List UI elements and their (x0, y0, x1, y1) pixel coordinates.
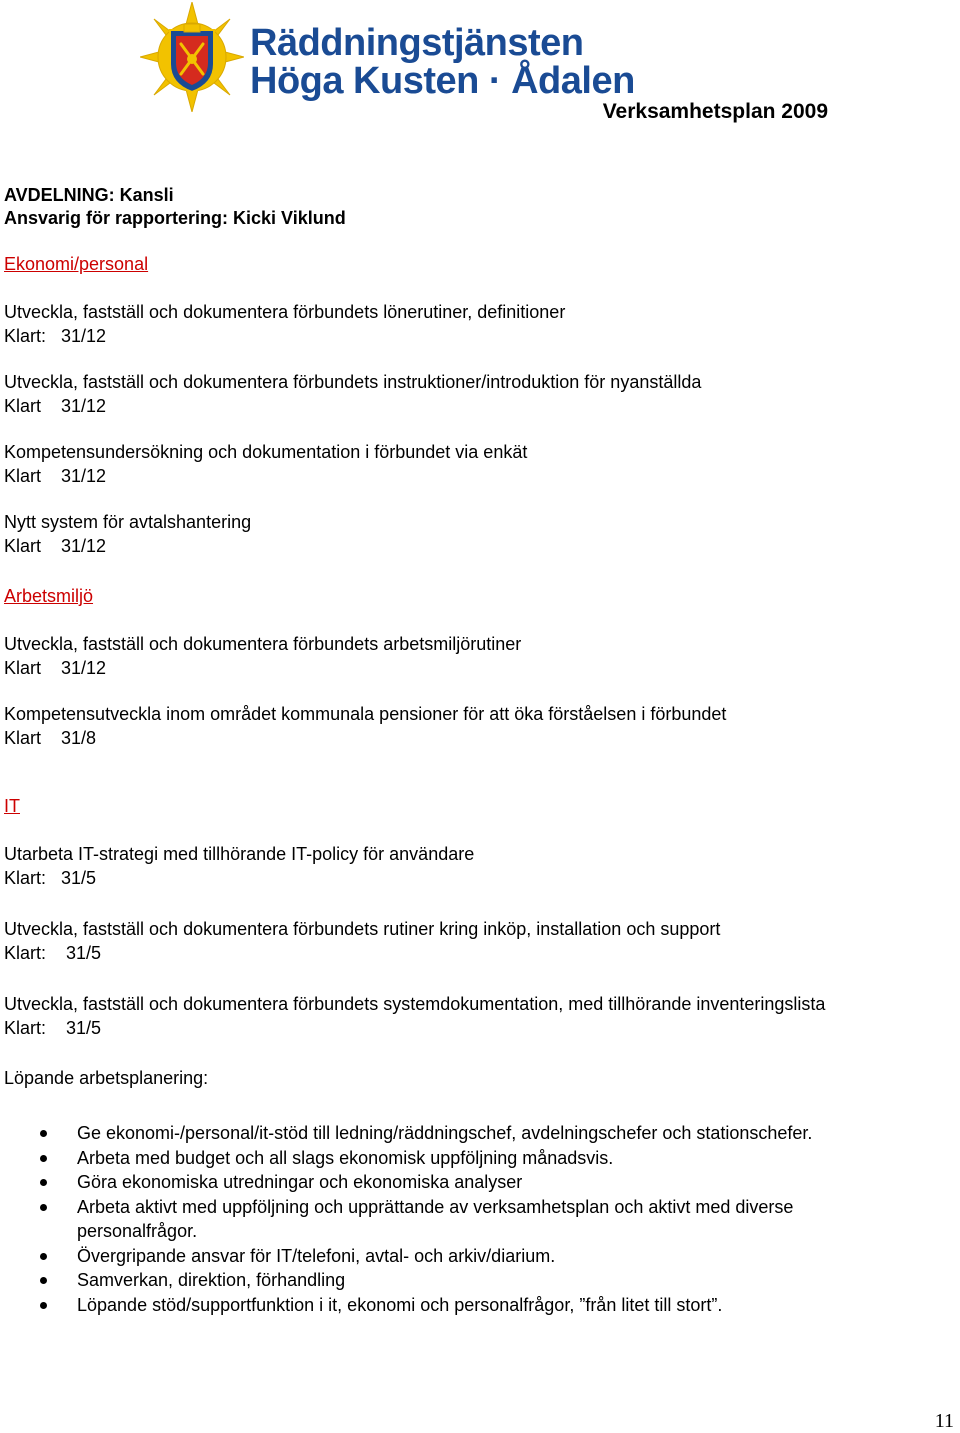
task-item (4, 440, 527, 488)
task-text: Nytt system för avtalshantering (4, 512, 252, 532)
section-title-it: IT (4, 796, 20, 816)
task-text: Utarbeta IT-strategi med tillhörande IT-policy för användare (4, 844, 475, 864)
task-status: Klart 31/12 (4, 658, 107, 678)
list-item-text: Arbeta med budget och all slags ekonomisk uppföljning månadsvis. (77, 1147, 614, 1168)
list-item-text: Ge ekonomi-/personal/it-stöd till ledning/räddningschef, avdelningschefer och stationschefer. (77, 1123, 813, 1143)
task-status: Klart: 31/5 (4, 1018, 102, 1038)
task-item (4, 510, 251, 558)
bullet-icon (40, 1253, 47, 1260)
task-status: Klart: 31/5 (4, 868, 97, 888)
list-item (0, 1121, 900, 1146)
list-item-text: Övergripande ansvar för IT/telefoni, avtal- och arkiv/diarium. (77, 1245, 556, 1266)
section-title-ekonomi-personal: Ekonomi/personal (4, 254, 149, 274)
bullet-icon (40, 1130, 47, 1137)
list-item (0, 1146, 900, 1171)
fire-brigade-emblem-icon (140, 2, 244, 112)
list-item (0, 1293, 900, 1318)
task-text: Utveckla, fastställ och dokumentera förbundets instruktioner/introduktion för nyanställda (4, 372, 702, 392)
task-item (4, 370, 701, 418)
list-item (0, 1170, 900, 1195)
ongoing-work-list (0, 1121, 900, 1317)
task-status: Klart: 31/12 (4, 326, 107, 346)
page-number: 11 (934, 1410, 954, 1432)
bullet-icon (40, 1277, 47, 1284)
department-heading (4, 184, 346, 230)
task-text: Utveckla, fastställ och dokumentera förbundets systemdokumentation, med tillhörande inventeringslista (4, 994, 826, 1014)
task-status: Klart 31/8 (4, 728, 97, 748)
task-item (4, 992, 825, 1040)
list-item-text: Löpande stöd/supportfunktion i it, ekonomi och personalfrågor, ”från litet till stort”. (77, 1294, 723, 1315)
document-title: Verksamhetsplan 2009 (602, 100, 828, 123)
list-item (0, 1244, 900, 1269)
bullet-icon (40, 1155, 47, 1162)
task-text: Utveckla, fastställ och dokumentera förbundets arbetsmiljörutiner (4, 634, 522, 654)
reporting-responsible: Ansvarig för rapportering: Kicki Viklund (4, 208, 346, 228)
task-item (4, 632, 521, 680)
list-item (0, 1195, 900, 1244)
task-text: Kompetensundersökning och dokumentation i förbundet via enkät (4, 442, 528, 462)
section-title-arbetsmiljo: Arbetsmiljö (4, 586, 94, 606)
list-item-text: Göra ekonomiska utredningar och ekonomiska analyser (77, 1172, 523, 1192)
task-status: Klart 31/12 (4, 466, 107, 486)
department-name: AVDELNING: Kansli (4, 185, 174, 205)
ongoing-work-heading: Löpande arbetsplanering: (4, 1068, 209, 1088)
list-item-text: Arbeta aktivt med uppföljning och upprättande av verksamhetsplan och aktivt med diverse personalfrågor. (77, 1196, 794, 1241)
list-item-text: Samverkan, direktion, förhandling (77, 1270, 346, 1290)
bullet-icon (40, 1302, 47, 1309)
task-item (4, 300, 565, 348)
logo-title-line1: Räddningstjänsten (250, 22, 584, 64)
list-item (0, 1268, 900, 1293)
task-status: Klart: 31/5 (4, 943, 102, 963)
task-text: Utveckla, fastställ och dokumentera förbundets lönerutiner, definitioner (4, 302, 566, 322)
task-item (4, 702, 726, 750)
task-status: Klart 31/12 (4, 536, 107, 556)
logo-title-line2: Höga Kusten · Ådalen (250, 60, 635, 102)
task-item (4, 917, 720, 965)
task-text: Kompetensutveckla inom området kommunala pensioner för att öka förståelsen i förbundet (4, 704, 727, 724)
task-status: Klart 31/12 (4, 396, 107, 416)
logo (140, 2, 635, 112)
task-text: Utveckla, fastställ och dokumentera förbundets rutiner kring inköp, installation och support (4, 919, 721, 939)
task-item (4, 842, 474, 890)
bullet-icon (40, 1204, 47, 1211)
bullet-icon (40, 1179, 47, 1186)
